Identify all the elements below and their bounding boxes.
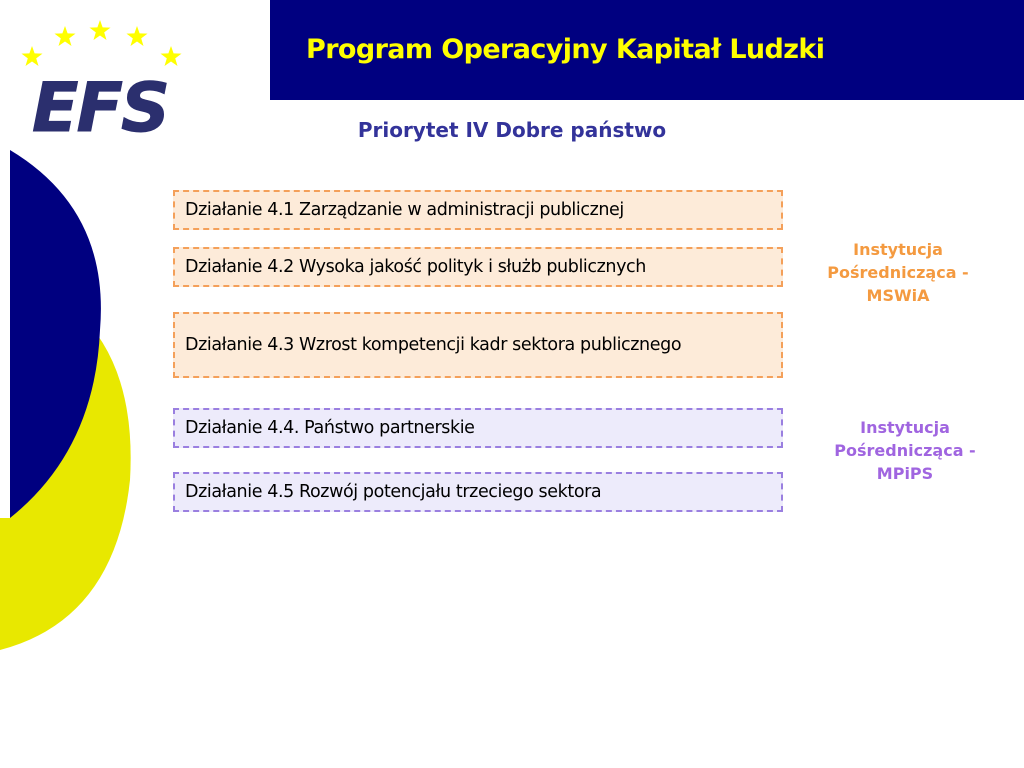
- institution-mpips: Instytucja Pośrednicząca - MPiPS: [834, 418, 976, 483]
- action-label: Działanie 4.1 Zarządzanie w administracji publicznej: [185, 200, 624, 220]
- action-label: Działanie 4.5 Rozwój potencjału trzeciego sektora: [185, 482, 602, 502]
- action-label: Działanie 4.4. Państwo partnerskie: [185, 418, 475, 438]
- action-label: Działanie 4.3 Wzrost kompetencji kadr sektora publicznego: [185, 335, 682, 355]
- star-icon: [90, 20, 111, 40]
- star-icon: [161, 46, 182, 66]
- institution-mswia: Instytucja Pośrednicząca - MSWiA: [827, 240, 969, 305]
- eu-stars-icon: [22, 20, 182, 66]
- action-box-4-3: [173, 312, 783, 378]
- star-icon: [22, 46, 43, 66]
- priority-title: Priorytet IV Dobre państwo: [357, 118, 667, 142]
- action-box-4-2: [173, 247, 783, 287]
- page-title: Program Operacyjny Kapitał Ludzki: [306, 34, 825, 65]
- action-box-4-1: [173, 190, 783, 230]
- action-label: Działanie 4.2 Wysoka jakość polityk i służb publicznych: [185, 257, 646, 277]
- efs-logo-text: EFS: [32, 69, 168, 148]
- star-icon: [127, 26, 148, 46]
- left-decoration: [0, 150, 140, 660]
- action-box-4-4: [173, 408, 783, 448]
- star-icon: [55, 26, 76, 46]
- action-box-4-5: [173, 472, 783, 512]
